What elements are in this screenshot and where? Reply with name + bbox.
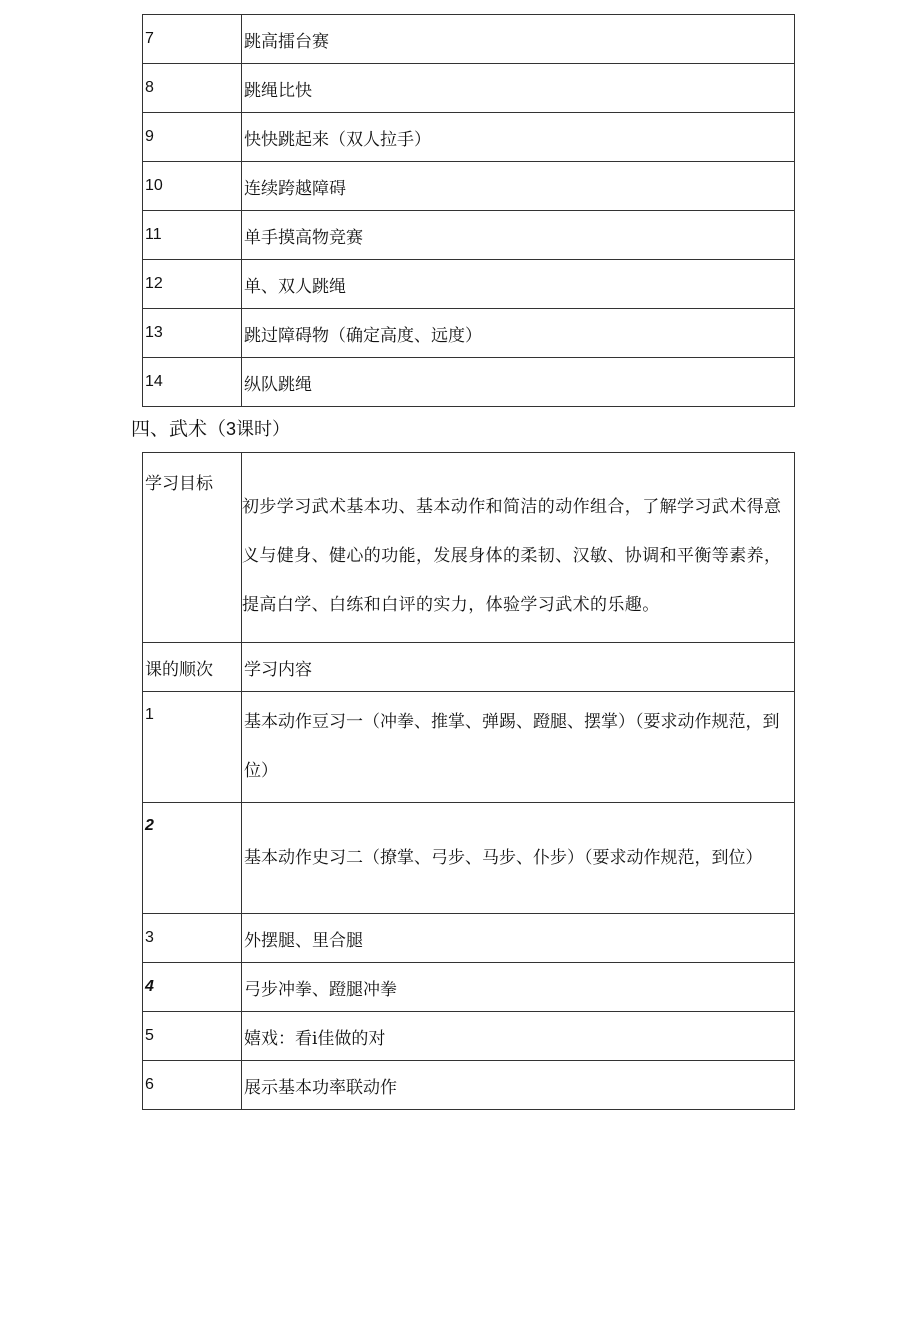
lesson-number: 14 — [143, 358, 242, 407]
section-prefix: 四、 — [131, 418, 170, 440]
lesson-number: 4 — [143, 963, 242, 1012]
lesson-number: 10 — [143, 162, 242, 211]
lesson-content: 弓步冲拳、蹬腿冲拳 — [242, 963, 795, 1012]
lesson-content: 跳过障碍物（确定高度、远度） — [242, 309, 795, 358]
table-header-row — [143, 643, 795, 692]
lesson-content: 嬉戏：看i佳做的对 — [242, 1012, 795, 1061]
lesson-number: 5 — [143, 1012, 242, 1061]
header-content: 学习内容 — [242, 643, 795, 692]
lesson-content: 快快跳起来（双人拉手） — [242, 113, 795, 162]
table-row — [143, 64, 795, 113]
lesson-content: 连续跨越障碍 — [242, 162, 795, 211]
table-row — [143, 260, 795, 309]
lesson-content: 单手摸高物竞赛 — [242, 211, 795, 260]
header-order: 课的顺次 — [143, 643, 242, 692]
lesson-number: 13 — [143, 309, 242, 358]
table-row — [143, 1061, 795, 1110]
lesson-number: 7 — [143, 15, 242, 64]
section-title: 武术（ — [169, 418, 227, 440]
lesson-content: 纵队跳绳 — [242, 358, 795, 407]
lesson-content: 单、双人跳绳 — [242, 260, 795, 309]
table-row — [143, 309, 795, 358]
wushu-lessons-table — [142, 452, 795, 1110]
jumping-lessons-table — [142, 14, 795, 407]
goal-label: 学习目标 — [143, 453, 242, 643]
lesson-content: 外摆腿、里合腿 — [242, 914, 795, 963]
lesson-number: 11 — [143, 211, 242, 260]
lesson-content: 跳高擂台赛 — [242, 15, 795, 64]
table-row — [143, 211, 795, 260]
lesson-number: 2 — [143, 803, 242, 914]
table-row — [143, 803, 795, 914]
table-row — [143, 1012, 795, 1061]
table-row — [143, 113, 795, 162]
table-row — [143, 15, 795, 64]
table-row — [143, 914, 795, 963]
lesson-number: 6 — [143, 1061, 242, 1110]
lesson-number: 12 — [143, 260, 242, 309]
goal-text: 初步学习武术基本功、基本动作和简洁的动作组合，了解学习武术得意义与健身、健心的功能，发展身体的柔韧、汉敏、协调和平衡等素养，提高白学、白练和白评的实力，体验学习武术的乐趣。 — [242, 453, 795, 643]
lesson-number: 3 — [143, 914, 242, 963]
lesson-content: 跳绳比快 — [242, 64, 795, 113]
table-row — [143, 692, 795, 803]
lesson-number: 1 — [143, 692, 242, 803]
table-row — [143, 162, 795, 211]
section-heading-wushu — [131, 414, 290, 441]
lesson-content: 展示基本功率联动作 — [242, 1061, 795, 1110]
lesson-content: 基本动作豆习一（冲拳、推掌、弹踢、蹬腿、摆掌）（要求动作规范，到位） — [242, 692, 795, 803]
table-row — [143, 358, 795, 407]
lesson-content: 基本动作史习二（撩掌、弓步、马步、仆步）（要求动作规范，到位） — [242, 803, 795, 914]
table-row — [143, 963, 795, 1012]
lesson-number: 9 — [143, 113, 242, 162]
section-hours: 3课时） — [226, 419, 291, 439]
lesson-number: 8 — [143, 64, 242, 113]
goal-row — [143, 453, 795, 643]
